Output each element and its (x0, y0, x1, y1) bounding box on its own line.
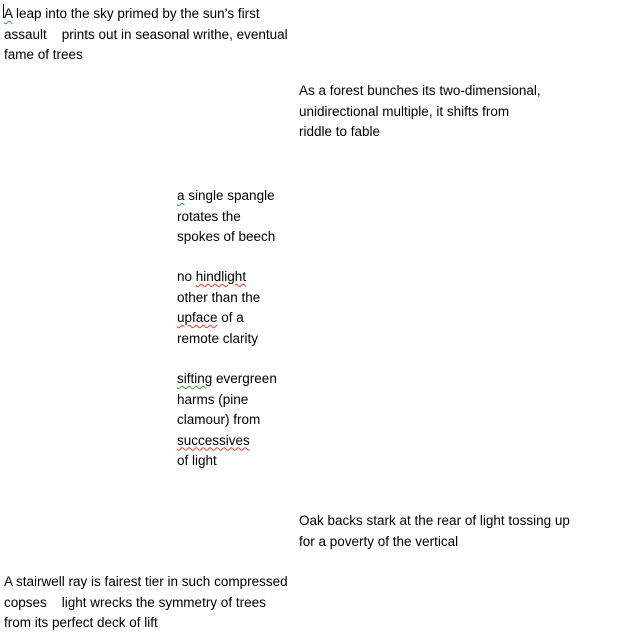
text-line (177, 410, 277, 431)
text-line (4, 45, 288, 66)
text-line (4, 613, 288, 634)
stanza-6[interactable] (299, 511, 570, 552)
stanza-7[interactable] (4, 572, 288, 634)
text-line (299, 532, 570, 553)
text-run: clamour) from (177, 412, 261, 427)
text-line (4, 4, 288, 25)
text-line (177, 207, 275, 228)
text-run: leap into the sky primed by the sun’s first (12, 6, 260, 21)
text-line (299, 81, 541, 102)
text-run: harms (pine (177, 391, 249, 407)
text-run: A stairwell ray is fairest tier in such compressed (4, 574, 288, 589)
text-line (177, 267, 260, 288)
text-run: assault prints out in seasonal writhe, eventual (4, 26, 288, 42)
spellcheck-run[interactable]: A (4, 6, 13, 21)
text-run: remote clarity (177, 330, 259, 346)
stanza-3[interactable] (177, 186, 275, 248)
text-line (4, 572, 288, 593)
text-line (177, 308, 260, 329)
text-run: fame of trees (4, 47, 83, 62)
text-run: copses light wrecks the symmetry of trees (4, 594, 266, 610)
text-run: no (177, 269, 196, 284)
stanza-1[interactable] (4, 4, 288, 66)
text-line (177, 390, 277, 411)
stanza-5[interactable] (177, 369, 277, 472)
text-run: spokes of beech (177, 229, 276, 244)
text-run: from its perfect deck of lift (4, 615, 158, 630)
text-line (299, 102, 541, 123)
text-run: of light (177, 453, 217, 468)
text-run: As a forest bunches its two-dimensional, (299, 83, 541, 98)
text-line (299, 122, 541, 143)
text-run: evergreen (212, 371, 277, 386)
stanza-2[interactable] (299, 81, 541, 143)
text-run: other than the (177, 289, 261, 305)
text-run: Oak backs stark at the rear of light tossing up (299, 513, 570, 528)
text-line (177, 369, 277, 390)
text-run: riddle to fable (299, 124, 381, 139)
text-line (177, 431, 277, 452)
text-run: single spangle (184, 188, 275, 203)
text-line (177, 227, 275, 248)
stanza-4[interactable] (177, 267, 260, 349)
spellcheck-run[interactable]: sifting (177, 371, 213, 386)
text-line (177, 451, 277, 472)
text-line (177, 288, 260, 309)
text-line (4, 25, 288, 46)
text-line (177, 186, 275, 207)
spellcheck-run[interactable]: successives (177, 432, 250, 448)
spellcheck-run[interactable]: a (177, 188, 185, 203)
spellcheck-run[interactable]: hindlight (195, 269, 247, 284)
text-line (177, 329, 260, 350)
text-line (299, 511, 570, 532)
text-line (4, 593, 288, 614)
text-run: for a poverty of the vertical (299, 533, 459, 549)
text-run: unidirectional multiple, it shifts from (299, 103, 510, 119)
text-run: rotates the (177, 208, 241, 224)
text-run: of a (217, 310, 244, 325)
spellcheck-run[interactable]: upface (177, 310, 218, 325)
